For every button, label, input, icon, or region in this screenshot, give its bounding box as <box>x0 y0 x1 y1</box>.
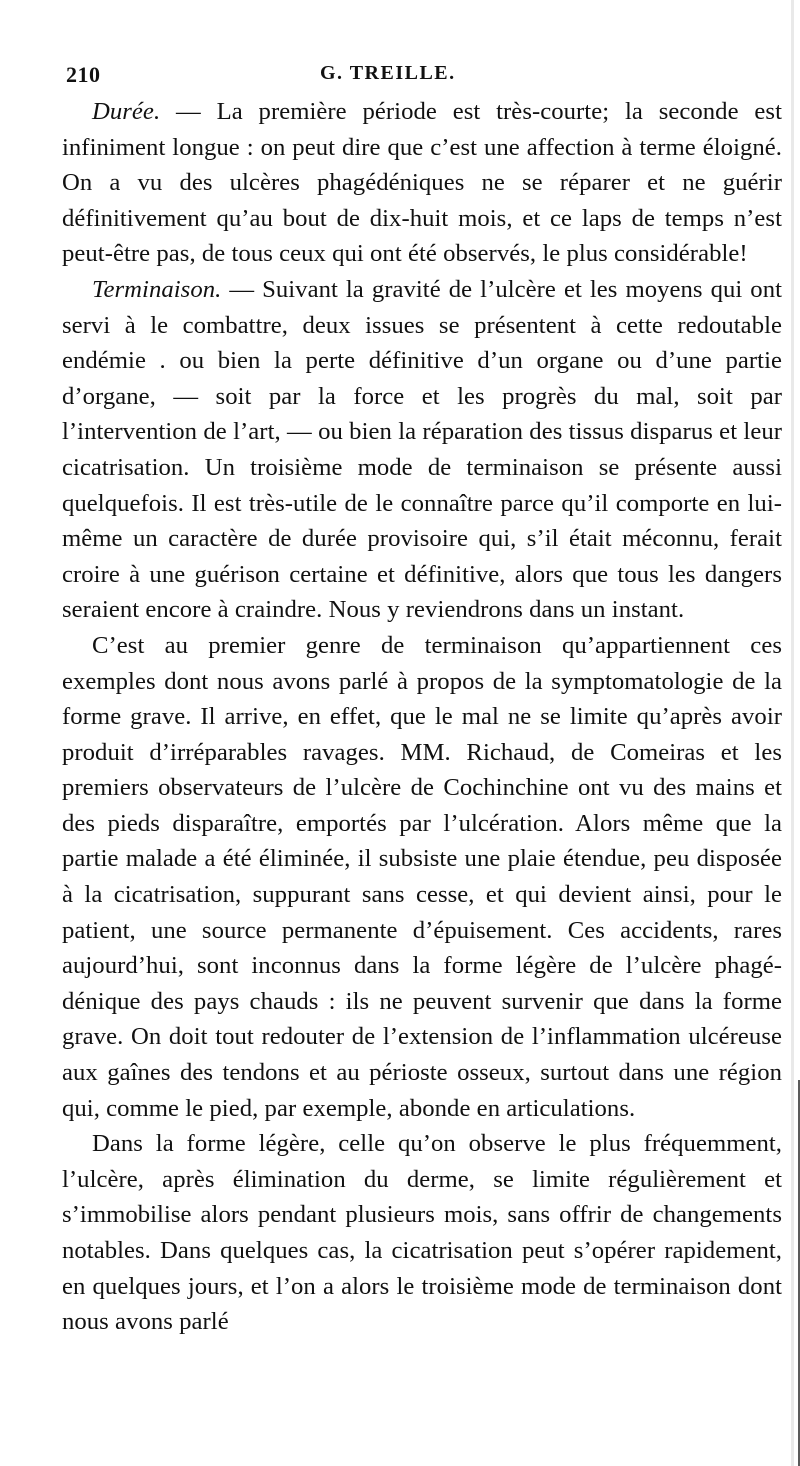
paragraph-terminaison <box>62 272 782 628</box>
paragraph-lead-terminaison: Terminaison. <box>92 275 222 303</box>
paragraph-duree <box>62 94 782 272</box>
paragraph-lead-duree: Durée. <box>92 98 161 125</box>
page-number: 210 <box>66 62 101 87</box>
page-edge-shadow <box>791 0 794 1466</box>
paragraph-text-terminaison: — Suivant la gravité de l’ulcère et les moyens qui ont servi à le combattre, deux issues se présentent à cette redoutable endémie . ou bien la perte définitive d’un organe ou d’une partie d’organe, — soit par la force et les progrès du mal, soit par l’intervention de l’art, — ou bien la réparation des tissus disparus et leur cicatrisation. Un troisième mode de terminaison se présente aussi quelquefois. Il est très-utile de le connaître parce qu’il comporte en lui-même un caractère de durée provisoire qui, s’il était méconnu, ferait croire à une guérison certaine et définitive, alors que tous les dangers seraient encore à craindre. Nous y reviendrons dans un instant. <box>62 275 782 624</box>
paragraph-text-forme-legere: Dans la forme légère, celle qu’on observe le plus fréquemment, l’ulcère, après élimination du derme, se limite régulièrement et s’immobilise alors pendant plusieurs mois, sans offrir de changements notables. Dans quelques cas, la cicatrisation peut s’opérer rapidement, en quelques jours, et l’on a alors le troisième mode de terminaison dont nous avons parlé <box>62 1130 782 1336</box>
paragraph-text-duree: — La première période est très-courte; la seconde est infiniment longue : on peut dire que c’est une affection à terme éloigné. On a vu des ulcères phagédéniques ne se réparer et ne guérir définitivement qu’au bout de dix-huit mois, et ce laps de temps n’est peut-être pas, de tous ceux qui ont été observés, le plus considérable! <box>62 98 782 268</box>
paragraph-premier-genre <box>62 628 782 1126</box>
paragraph-forme-legere <box>62 1126 782 1340</box>
page-header <box>66 58 772 92</box>
body-text <box>62 94 782 1340</box>
paragraph-text-premier-genre: C’est au premier genre de terminaison qu’appartiennent ces exemples dont nous avons parlé à propos de la symptomatologie de la forme grave. Il arrive, en effet, que le mal ne se limite qu’après avoir produit d’irréparables ravages. MM. Richaud, de Comeiras et les premiers observateurs de l’ulcère de Cochinchine ont vu des mains et des pieds disparaître, emportés par l’ulcération. Alors même que la partie malade a été éliminée, il subsiste une plaie étendue, peu disposée à la cicatrisation, suppurant sans cesse, et qui devient ainsi, pour le patient, une source permanente d’épuisement. Ces accidents, rares aujourd’hui, sont inconnus dans la forme légère de l’ulcère phagédénique des pays chauds : ils ne peuvent survenir que dans la forme grave. On doit tout redouter de l’extension de l’inflammation ulcéreuse aux gaînes des tendons et au périoste osseux, surtout dans une région qui, comme le pied, par exemple, abonde en articulations. <box>62 631 782 1122</box>
running-head: G. TREILLE. <box>320 62 456 84</box>
